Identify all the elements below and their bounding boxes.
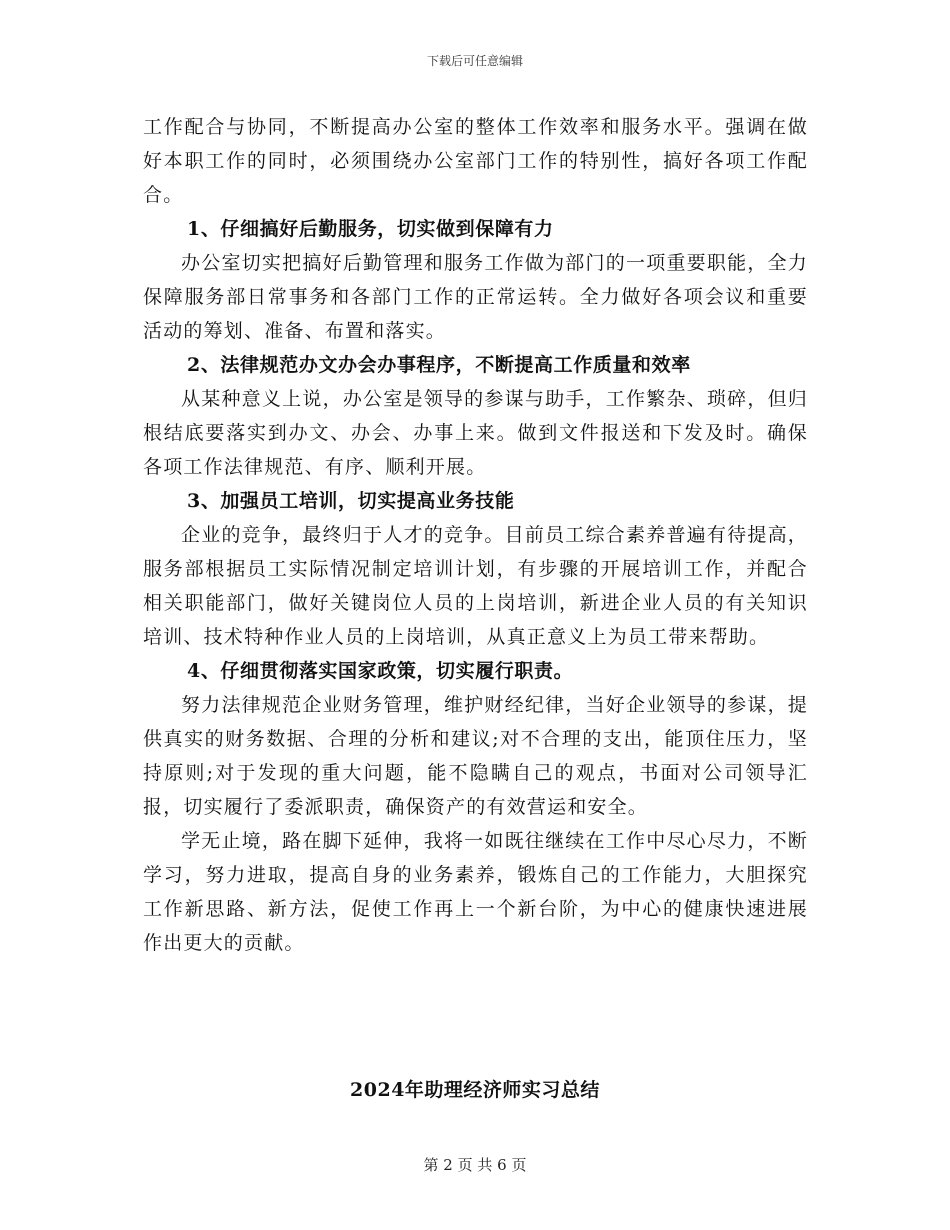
page-number: 第 2 页 共 6 页 (423, 1156, 527, 1174)
section-text-2: 从某种意义上说，办公室是领导的参谋与助手，工作繁杂、琐碎，但归根结底要落实到办文、办会、办事上来。做到文件报送和下发及时。确保各项工作法律规范、有序、顺利开展。 (143, 388, 808, 478)
section-heading-3: 3、加强员工培训，切实提高业务技能 (187, 490, 515, 512)
section-heading-2: 2、法律规范办文办会办事程序，不断提高工作质量和效率 (187, 354, 691, 376)
section-text-1: 办公室切实把搞好后勤管理和服务工作做为部门的一项重要职能，全力保障服务部日常事务和各部门工作的正常运转。全力做好各项会议和重要活动的筹划、准备、布置和落实。 (143, 252, 808, 342)
page-header-note: 下载后可任意编辑 (426, 54, 523, 68)
intro-paragraph: 工作配合与协同，不断提高办公室的整体工作效率和服务水平。强调在做好本职工作的同时，必须围绕办公室部门工作的特别性，搞好各项工作配合。 (143, 116, 808, 206)
document-body (143, 110, 808, 960)
section-text-3: 企业的竞争，最终归于人才的竞争。目前员工综合素养普遍有待提高，服务部根据员工实际情况制定培训计划，有步骤的开展培训工作，并配合相关职能部门，做好关键岗位人员的上岗培训，新进企业人员的有关知识培训、技术特种作业人员的上岗培训，从真正意义上为员工带来帮助。 (143, 524, 808, 648)
section-heading-4: 4、仔细贯彻落实国家政策，切实履行职责。 (187, 660, 574, 682)
section-heading-1: 1、仔细搞好后勤服务，切实做到保障有力 (187, 218, 554, 240)
next-document-title: 2024年助理经济师实习总结 (350, 1079, 600, 1101)
section-text-4: 努力法律规范企业财务管理，维护财经纪律，当好企业领导的参谋，提供真实的财务数据、合理的分析和建议;对不合理的支出，能顶住压力，坚持原则;对于发现的重大问题，能不隐瞒自己的观点，书面对公司领导汇报，切实履行了委派职责，确保资产的有效营运和安全。 (143, 694, 808, 818)
closing-paragraph: 学无止境，路在脚下延伸，我将一如既往继续在工作中尽心尽力，不断学习，努力进取，提高自身的业务素养，锻炼自己的工作能力，大胆探究工作新思路、新方法，促使工作再上一个新台阶，为中心的健康快速进展作出更大的贡献。 (143, 830, 808, 954)
